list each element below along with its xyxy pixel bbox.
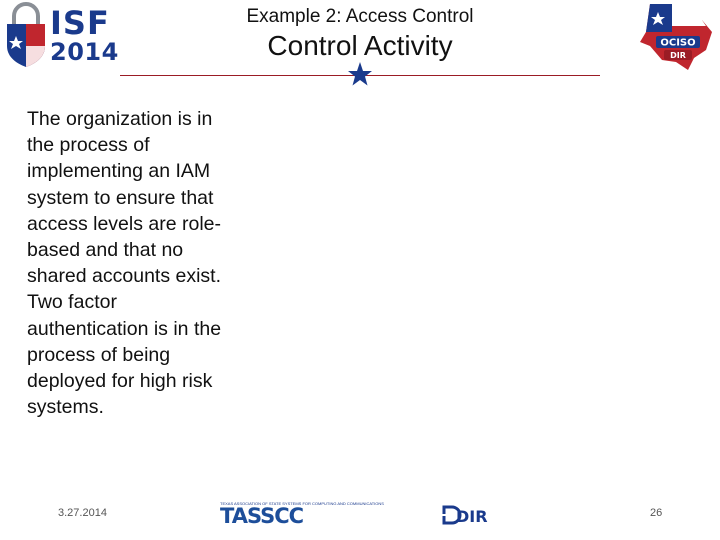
tasscc-logo-word: TASSCC bbox=[220, 504, 304, 528]
body-line: authentication is in the bbox=[27, 317, 222, 340]
slide-subtitle: Example 2: Access Control bbox=[246, 6, 474, 27]
tasscc-logo-tagline: TEXAS ASSOCIATION OF STATE SYSTEMS FOR COMPUTING AND COMMUNICATIONS bbox=[220, 501, 384, 506]
body-paragraph bbox=[27, 106, 277, 420]
isf-logo-line1: ISF bbox=[50, 4, 110, 42]
footer-date: 3.27.2014 bbox=[58, 507, 107, 519]
body-line: the process of bbox=[27, 134, 150, 157]
page-number: 26 bbox=[650, 507, 663, 519]
body-line: process of being bbox=[27, 343, 171, 366]
body-line: shared accounts exist. bbox=[27, 265, 222, 288]
body-line: based and that no bbox=[27, 239, 184, 262]
dir-logo bbox=[440, 503, 498, 527]
tasscc-logo bbox=[218, 501, 384, 528]
body-line: system to ensure that bbox=[27, 186, 214, 209]
dir-logo-text: DIR bbox=[456, 507, 488, 526]
star-icon bbox=[347, 61, 373, 87]
body-line: deployed for high risk bbox=[27, 370, 213, 393]
ociso-logo-dir-text: DIR bbox=[670, 51, 686, 60]
isf-logo-line2: 2014 bbox=[50, 38, 119, 66]
body-line: access levels are role- bbox=[27, 212, 221, 235]
ociso-logo-text: OCISO bbox=[660, 37, 696, 49]
body-line: systems. bbox=[27, 396, 104, 419]
slide-title: Control Activity bbox=[267, 30, 453, 61]
body-line: The organization is in bbox=[27, 108, 213, 130]
body-line: implementing an IAM bbox=[27, 160, 211, 183]
body-line: Two factor bbox=[27, 291, 117, 314]
